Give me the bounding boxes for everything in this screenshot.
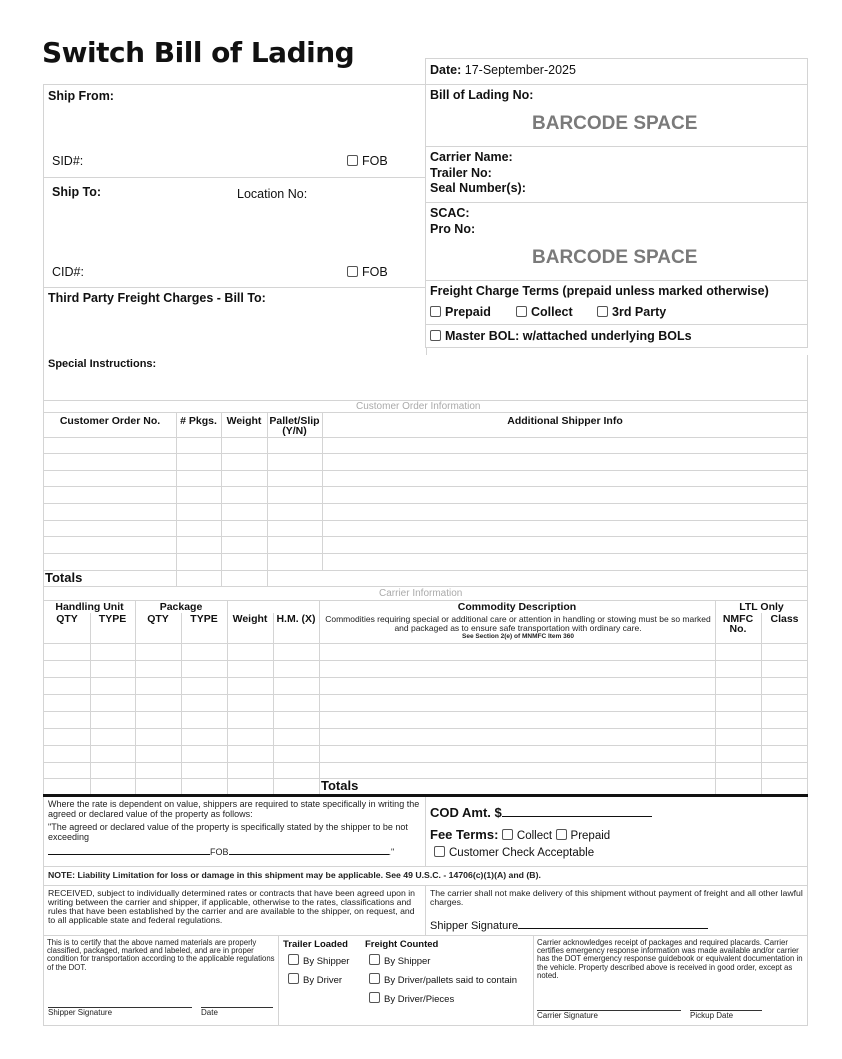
pickup-date-line[interactable]: Pickup Date xyxy=(690,1011,734,1020)
special-instructions-label: Special Instructions: xyxy=(48,358,157,370)
option-label: By Driver xyxy=(303,975,343,986)
date-line[interactable]: Date xyxy=(201,1008,218,1017)
liability-note xyxy=(43,866,808,886)
freight-counted-label: Freight Counted xyxy=(365,939,439,950)
group-handling-unit: Handling Unit xyxy=(55,601,124,613)
customer-check-acceptable[interactable] xyxy=(434,846,594,859)
date-section xyxy=(425,58,808,85)
freight-counted-by-shipper[interactable] xyxy=(369,954,430,967)
col-pkgs: # Pkgs. xyxy=(180,415,217,427)
ship-from-section xyxy=(43,84,427,178)
page-title: Switch Bill of Lading xyxy=(42,36,355,69)
ship-to-section xyxy=(43,177,427,288)
checkbox-icon[interactable] xyxy=(369,992,380,1003)
carrier-delivery-section xyxy=(425,885,808,936)
col-hu-type: TYPE xyxy=(98,613,127,625)
carrier-ack-text: Carrier acknowledges receipt of packages and required placards. Carrier certifies emergency response information was made available and/or carrier has the DOT emergency response guidebook or equivalent documentation in the vehicle. Property described above is received in good order, except as noted. xyxy=(537,938,803,980)
sid-label: SID#: xyxy=(52,154,84,168)
declared-text: "The agreed or declared value of the property is specifically stated by the shipper to be not exceeding xyxy=(48,822,408,842)
received-section xyxy=(43,885,426,936)
pro-no-label: Pro No: xyxy=(430,222,476,236)
checkbox-icon[interactable] xyxy=(434,846,445,857)
fee-terms xyxy=(430,827,610,842)
carrier-info-section-title: Carrier Information xyxy=(379,588,463,599)
cod-amount-field[interactable] xyxy=(430,805,652,820)
col-hm: H.M. (X) xyxy=(276,613,316,625)
scac-section xyxy=(425,202,808,281)
option-label: By Driver/pallets said to contain xyxy=(384,975,518,986)
col-pallet-slip: Pallet/Slip xyxy=(269,415,320,427)
ship-to-fob[interactable] xyxy=(347,265,388,279)
freight-prepaid[interactable] xyxy=(430,305,491,319)
shipper-signature-field[interactable] xyxy=(430,920,708,932)
cid-label: CID#: xyxy=(52,265,84,279)
seal-numbers-label: Seal Number(s): xyxy=(430,181,526,195)
checkbox-icon[interactable] xyxy=(430,330,441,341)
option-label: Prepaid xyxy=(570,830,611,842)
option-label: By Shipper xyxy=(384,956,431,967)
shipper-signature-label: Shipper Signature xyxy=(430,920,519,932)
rate-text: Where the rate is dependent on value, shippers are required to state specifically in writing the agreed or declared value of the property as follows: xyxy=(48,799,420,819)
end-quote: ." xyxy=(388,847,395,857)
carrier-section xyxy=(425,146,808,203)
third-party-label: Third Party Freight Charges - Bill To: xyxy=(48,291,266,305)
checkbox-icon[interactable] xyxy=(347,155,358,166)
customer-order-totals-label: Totals xyxy=(45,570,83,585)
customer-order-section-title: Customer Order Information xyxy=(356,401,481,412)
trailer-loaded-label: Trailer Loaded xyxy=(283,939,348,950)
option-label: Collect xyxy=(531,305,573,319)
cod-section xyxy=(425,797,808,867)
carrier-name-label: Carrier Name: xyxy=(430,150,513,164)
ship-from-label: Ship From: xyxy=(48,89,114,103)
date-field xyxy=(430,63,576,77)
col-customer-order-no: Customer Order No. xyxy=(59,415,161,427)
date-value: 17-September-2025 xyxy=(464,63,576,77)
col-nmfc-no: No. xyxy=(729,623,747,635)
trailer-loaded-by-driver[interactable] xyxy=(288,973,342,986)
col-nmfc: NMFC xyxy=(722,613,754,625)
date-label: Date: xyxy=(430,63,462,77)
special-instructions-section xyxy=(43,355,808,401)
col-hu-qty: QTY xyxy=(56,613,78,625)
option-label: Master BOL: w/attached underlying BOLs xyxy=(445,329,692,343)
carrier-signature-line[interactable]: Carrier Signature xyxy=(537,1011,598,1020)
declared-value-section xyxy=(43,797,426,867)
option-label: Prepaid xyxy=(445,305,491,319)
option-label: Collect xyxy=(516,830,553,842)
certify-text: This is to certify that the above named materials are properly classified, packaged, marked and labeled, and are in proper condition for transportation according to the applicable regulations of the DOT. xyxy=(47,938,275,972)
fob-label: FOB xyxy=(362,265,388,279)
master-bol-option[interactable] xyxy=(430,329,692,343)
col-weight: Weight xyxy=(226,415,262,427)
group-commodity-description: Commodity Description xyxy=(457,601,577,613)
received-text: RECEIVED, subject to individually determined rates or contracts that have been agreed upon in writing between the carrier and shipper, if applicable, otherwise to the rates, classifications and rules that have been established by the carrier and are available to the shipper, on request, and to all applicable state and federal regulations. xyxy=(48,888,416,925)
option-label: 3rd Party xyxy=(612,305,667,319)
bol-no-label: Bill of Lading No: xyxy=(430,88,534,102)
group-package: Package xyxy=(159,601,203,613)
col-pkg-qty: QTY xyxy=(147,613,169,625)
ship-from-fob[interactable] xyxy=(347,154,388,168)
carrier-info-totals-label: Totals xyxy=(321,778,359,793)
checkbox-icon[interactable] xyxy=(516,306,527,317)
option-label: Customer Check Acceptable xyxy=(449,847,595,859)
fee-terms-label: Fee Terms: xyxy=(430,827,499,842)
cod-label: COD Amt. $ xyxy=(430,805,502,820)
col-pallet-yn: (Y/N) xyxy=(282,425,307,437)
col-weight: Weight xyxy=(232,613,268,625)
third-party-section xyxy=(43,287,427,356)
col-pkg-type: TYPE xyxy=(190,613,218,625)
checkbox-icon[interactable] xyxy=(288,954,299,965)
freight-counted-by-driver-pallets[interactable] xyxy=(369,973,517,986)
checkbox-icon[interactable] xyxy=(347,266,358,277)
fee-collect-checkbox[interactable] xyxy=(502,829,513,840)
commodity-ref: See Section 2(e) of MNMFC Item 360 xyxy=(462,633,574,640)
checkbox-icon[interactable] xyxy=(288,973,299,984)
ship-to-label: Ship To: xyxy=(52,185,102,199)
trailer-loaded-by-shipper[interactable] xyxy=(288,954,349,967)
freight-collect[interactable] xyxy=(516,305,573,319)
declared-value-line[interactable] xyxy=(48,848,394,858)
note-text: NOTE: Liability Limitation for loss or damage in this shipment may be applicable. See 49 U.S.C. - 14706(c)(1)(A) and (B). xyxy=(48,870,541,880)
freight-terms-label: Freight Charge Terms (prepaid unless marked otherwise) xyxy=(430,284,769,298)
fob-label: FOB xyxy=(362,154,388,168)
shipper-signature-line[interactable]: Shipper Signature xyxy=(48,1008,113,1017)
checkbox-icon[interactable] xyxy=(597,306,608,317)
option-label: By Shipper xyxy=(303,956,350,967)
bol-section xyxy=(425,84,808,147)
trailer-no-label: Trailer No: xyxy=(430,166,492,180)
commodity-note: Commodities requiring special or additional care or attention in handling or stowing must be so marked and packaged as to ensure safe transportation with ordinary care. xyxy=(325,614,711,633)
barcode-space-1: BARCODE SPACE xyxy=(532,113,698,134)
col-class: Class xyxy=(770,613,799,625)
checkbox-icon[interactable] xyxy=(430,306,441,317)
freight-counted-by-driver-pieces[interactable] xyxy=(369,992,454,1005)
checkbox-icon[interactable] xyxy=(369,954,380,965)
group-ltl-only: LTL Only xyxy=(739,601,784,613)
barcode-space-2: BARCODE SPACE xyxy=(532,247,698,268)
location-no-label: Location No: xyxy=(237,187,308,201)
carrier-delivery-text: The carrier shall not make delivery of this shipment without payment of freight and all other lawful charges. xyxy=(430,888,803,907)
option-label: By Driver/Pieces xyxy=(384,994,455,1005)
scac-label: SCAC: xyxy=(430,206,470,220)
checkbox-icon[interactable] xyxy=(369,973,380,984)
freight-terms-section xyxy=(425,280,808,325)
col-additional-shipper-info: Additional Shipper Info xyxy=(507,415,623,427)
customer-order-table xyxy=(43,400,808,587)
master-bol-section xyxy=(425,324,808,348)
freight-3rd-party[interactable] xyxy=(597,305,666,319)
fob-label: FOB xyxy=(210,847,229,857)
fee-prepaid-checkbox[interactable] xyxy=(556,829,567,840)
